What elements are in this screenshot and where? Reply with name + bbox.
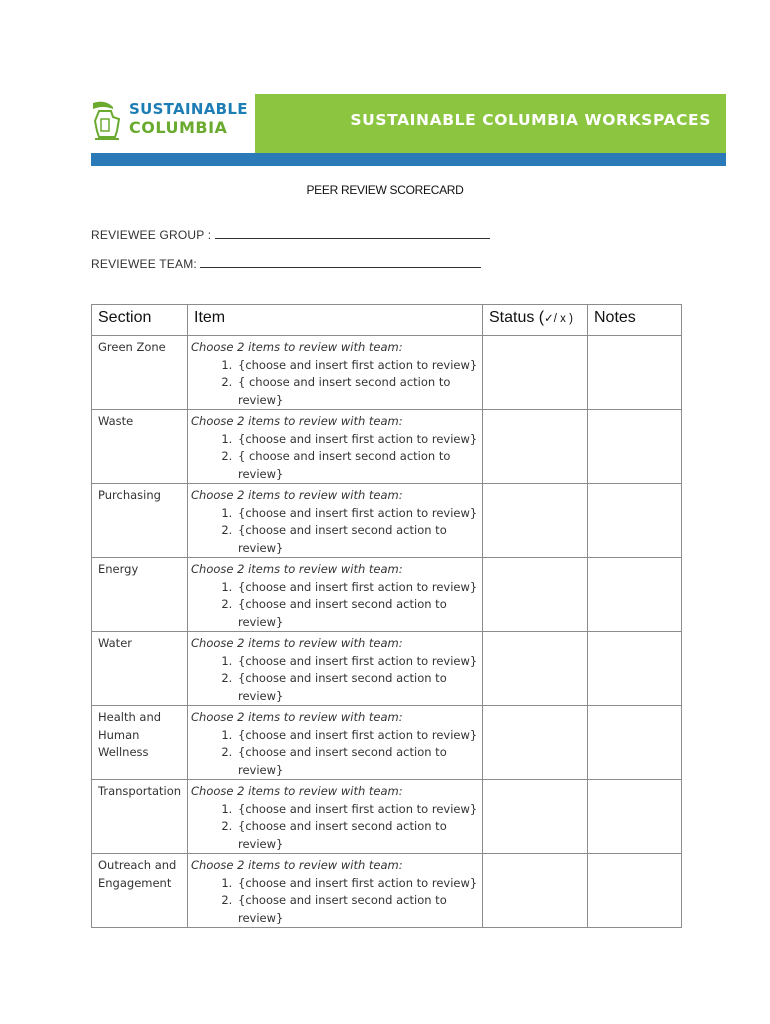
notes-cell[interactable]	[588, 336, 682, 410]
reviewee-group-blank[interactable]	[215, 228, 490, 239]
status-cell[interactable]	[483, 558, 588, 632]
item-cell	[188, 706, 483, 780]
item-lead-text: Choose 2 items to review with team:	[191, 562, 403, 576]
notes-cell[interactable]	[588, 558, 682, 632]
action-list	[191, 357, 478, 410]
status-cell[interactable]	[483, 484, 588, 558]
item-cell	[188, 780, 483, 854]
reviewee-team-label: REVIEWEE TEAM:	[91, 257, 197, 271]
table-row	[92, 484, 682, 558]
action-item: 2. {choose and insert second action to review}	[236, 522, 478, 557]
table-row	[92, 410, 682, 484]
table-row	[92, 706, 682, 780]
banner-stripe	[91, 153, 726, 166]
action-item: 2. {choose and insert second action to review}	[236, 892, 478, 927]
notes-cell[interactable]	[588, 410, 682, 484]
item-lead-text: Choose 2 items to review with team:	[191, 488, 403, 502]
reviewee-group-label: REVIEWEE GROUP :	[91, 228, 212, 242]
notes-cell[interactable]	[588, 706, 682, 780]
header-status-marks: ✓/ x )	[544, 313, 573, 325]
item-cell	[188, 336, 483, 410]
table-header-row	[92, 305, 682, 336]
reviewee-group-field[interactable]	[91, 228, 490, 242]
logo-text-sustainable: SUSTAINABLE	[129, 100, 248, 118]
scorecard-table	[91, 304, 682, 928]
action-item: 2. {choose and insert second action to review}	[236, 818, 478, 853]
item-cell	[188, 632, 483, 706]
header-section: Section	[92, 305, 188, 336]
action-list	[191, 801, 478, 854]
action-item: 2. {choose and insert second action to review}	[236, 596, 478, 631]
section-cell: Water	[92, 632, 188, 706]
action-item: 2. { choose and insert second action to review}	[236, 374, 478, 409]
item-lead-text: Choose 2 items to review with team:	[191, 340, 403, 354]
section-cell: Waste	[92, 410, 188, 484]
action-list	[191, 431, 478, 484]
action-list	[191, 579, 478, 632]
action-list	[191, 653, 478, 706]
notes-cell[interactable]	[588, 484, 682, 558]
table-row	[92, 336, 682, 410]
notes-cell[interactable]	[588, 632, 682, 706]
table-row	[92, 632, 682, 706]
item-lead-text: Choose 2 items to review with team:	[191, 414, 403, 428]
status-cell[interactable]	[483, 780, 588, 854]
item-lead-text: Choose 2 items to review with team:	[191, 710, 403, 724]
item-cell	[188, 410, 483, 484]
header-status-label: Status (	[489, 309, 545, 326]
notes-cell[interactable]	[588, 780, 682, 854]
status-cell[interactable]	[483, 632, 588, 706]
action-item: 2. { choose and insert second action to review}	[236, 448, 478, 483]
item-cell	[188, 854, 483, 928]
action-list	[191, 505, 478, 558]
table-row	[92, 780, 682, 854]
logo	[91, 94, 255, 153]
action-list	[191, 727, 478, 780]
header-status	[483, 305, 588, 336]
section-cell: Energy	[92, 558, 188, 632]
reviewee-team-blank[interactable]	[200, 257, 481, 268]
section-cell: Purchasing	[92, 484, 188, 558]
header-banner	[91, 94, 726, 166]
banner-title: SUSTAINABLE COLUMBIA WORKSPACES	[350, 111, 711, 129]
table-row	[92, 854, 682, 928]
item-lead-text: Choose 2 items to review with team:	[191, 636, 403, 650]
action-item: 1. {choose and insert first action to review}	[236, 431, 478, 449]
status-cell[interactable]	[483, 410, 588, 484]
action-item: 1. {choose and insert first action to review}	[236, 653, 478, 671]
lantern-icon	[91, 97, 131, 145]
action-list	[191, 875, 478, 928]
action-item: 1. {choose and insert first action to review}	[236, 875, 478, 893]
section-cell: Outreach and Engagement	[92, 854, 188, 928]
action-item: 2. {choose and insert second action to review}	[236, 670, 478, 705]
status-cell[interactable]	[483, 336, 588, 410]
section-cell: Green Zone	[92, 336, 188, 410]
page-title: PEER REVIEW SCORECARD	[306, 183, 464, 197]
header-item: Item	[188, 305, 483, 336]
header-notes: Notes	[588, 305, 682, 336]
section-cell: Health and Human Wellness	[92, 706, 188, 780]
action-item: 1. {choose and insert first action to review}	[236, 727, 478, 745]
action-item: 1. {choose and insert first action to review}	[236, 801, 478, 819]
item-cell	[188, 558, 483, 632]
item-cell	[188, 484, 483, 558]
status-cell[interactable]	[483, 854, 588, 928]
item-lead-text: Choose 2 items to review with team:	[191, 784, 403, 798]
notes-cell[interactable]	[588, 854, 682, 928]
action-item: 1. {choose and insert first action to review}	[236, 505, 478, 523]
action-item: 1. {choose and insert first action to review}	[236, 579, 478, 597]
section-cell: Transportation	[92, 780, 188, 854]
action-item: 1. {choose and insert first action to review}	[236, 357, 478, 375]
reviewee-team-field[interactable]	[91, 257, 481, 271]
item-lead-text: Choose 2 items to review with team:	[191, 858, 403, 872]
logo-text-columbia: COLUMBIA	[129, 118, 228, 137]
table-row	[92, 558, 682, 632]
status-cell[interactable]	[483, 706, 588, 780]
action-item: 2. {choose and insert second action to review}	[236, 744, 478, 779]
